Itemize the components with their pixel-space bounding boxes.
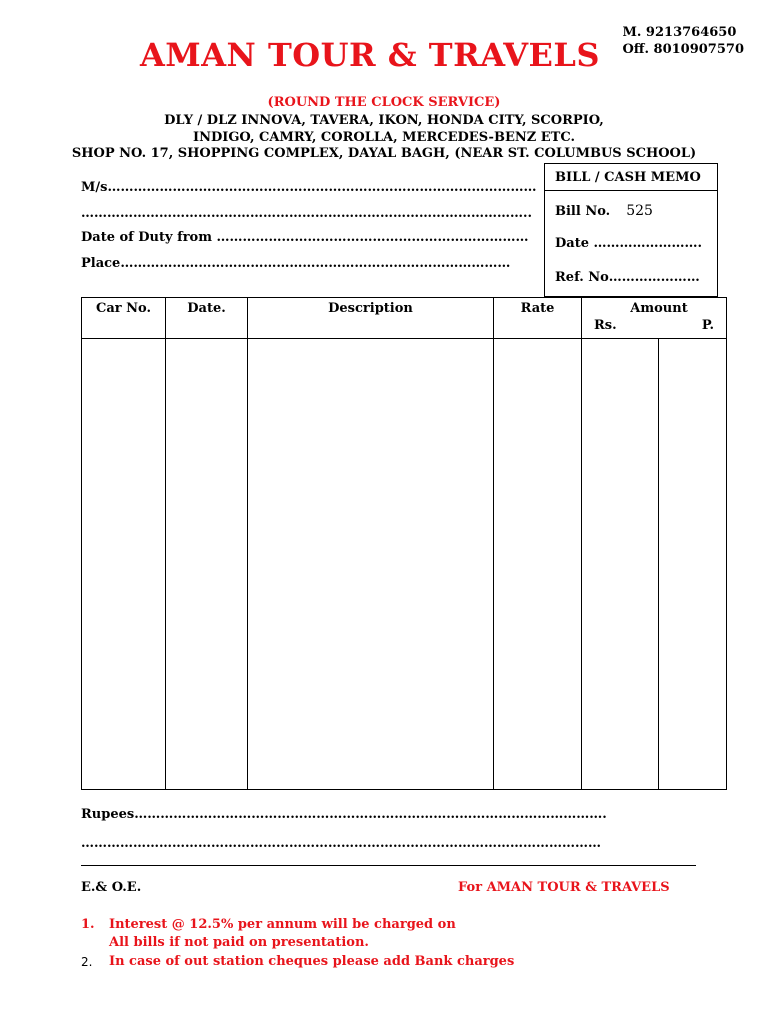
cell-rate[interactable]: [494, 339, 582, 790]
office-number: Off. 8010907570: [622, 42, 744, 57]
items-table: [81, 297, 727, 790]
note-1-number: 1.: [81, 917, 95, 932]
rupees-field-line-2[interactable]: …………………………………………………………………………………………………………: [81, 836, 601, 851]
table-row: [82, 339, 727, 790]
bill-date-field[interactable]: Date …………………….: [555, 236, 703, 251]
note-2-number: 2.: [81, 955, 93, 969]
bill-number-value: 525: [626, 203, 653, 219]
cell-car-no[interactable]: [82, 339, 166, 790]
cell-description[interactable]: [248, 339, 494, 790]
header-date: Date.: [166, 298, 248, 339]
vehicle-list-line-1: DLY / DLZ INNOVA, TAVERA, IKON, HONDA CITY, SCORPIO,: [164, 113, 604, 128]
ms-field-line-2[interactable]: …………………………………………………………………………………………..: [81, 206, 533, 221]
divider: [81, 865, 696, 866]
note-1-line-2: All bills if not paid on presentation.: [109, 935, 369, 950]
shop-address: SHOP NO. 17, SHOPPING COMPLEX, DAYAL BAGH, (NEAR ST. COLUMBUS SCHOOL): [71, 146, 697, 161]
bill-number-row: [555, 203, 653, 219]
table-header-row: [82, 298, 727, 339]
vehicle-list-line-2: INDIGO, CAMRY, COROLLA, MERCEDES-BENZ ETC.: [193, 130, 575, 145]
signature-line: For AMAN TOUR & TRAVELS: [458, 880, 670, 895]
company-title: AMAN TOUR & TRAVELS: [139, 36, 601, 74]
mobile-number: M. 9213764650: [622, 25, 737, 40]
place-field[interactable]: Place………………………………………………………………………………: [81, 256, 511, 271]
cell-date[interactable]: [166, 339, 248, 790]
header-amount: [582, 298, 727, 339]
date-of-duty-field[interactable]: Date of Duty from ………………………………………………………………: [81, 230, 529, 245]
ms-field[interactable]: M/s………………………………………………………………………………………: [81, 180, 537, 195]
bill-number-label: Bill No.: [555, 204, 611, 219]
header-p: P.: [701, 318, 715, 333]
header-rs: Rs.: [594, 318, 617, 333]
eoe-label: E.& O.E.: [81, 880, 142, 895]
header-rate: Rate: [494, 298, 582, 339]
header-description: Description: [248, 298, 494, 339]
tagline: (ROUND THE CLOCK SERVICE): [267, 95, 501, 110]
ref-number-field[interactable]: Ref. No…………………: [555, 270, 700, 285]
rupees-field[interactable]: Rupees……………………………………………………………………………………………….: [81, 807, 607, 822]
bill-box: [544, 163, 718, 297]
vehicle-list: [0, 112, 768, 146]
bill-heading: BILL / CASH MEMO: [545, 164, 717, 191]
header-car-no: Car No.: [82, 298, 166, 339]
note-1-line-1: Interest @ 12.5% per annum will be charged on: [109, 917, 456, 932]
header-amount-label: Amount: [630, 301, 688, 316]
note-2-line-1: In case of out station cheques please add Bank charges: [109, 954, 515, 969]
cell-rs[interactable]: [582, 339, 659, 790]
cell-p[interactable]: [659, 339, 727, 790]
